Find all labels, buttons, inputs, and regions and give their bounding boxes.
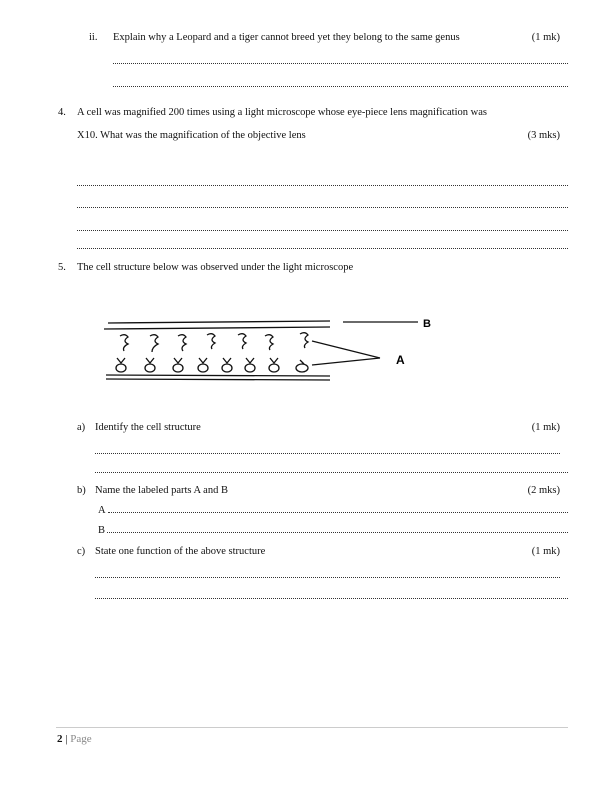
footer-divider (56, 727, 568, 728)
upper-cell-bodies (120, 333, 308, 352)
question-text: Explain why a Leopard and a tiger cannot breed yet they belong to the same genus (113, 32, 460, 43)
question-marks: (1 mk) (531, 546, 560, 557)
answer-line[interactable] (95, 577, 560, 578)
question-number: 5. (58, 262, 66, 273)
footer-separator: | (65, 733, 68, 745)
page-footer (57, 733, 92, 745)
answer-line-b[interactable] (98, 525, 568, 536)
subquestion-text: Name the labeled parts A and B (95, 485, 228, 496)
question-text: The cell structure below was observed under the light microscope (77, 262, 354, 273)
subquestion-number: a) (77, 422, 86, 433)
answer-line[interactable] (77, 230, 568, 231)
question-text: X10. What was the magnification of the objective lens (77, 130, 306, 141)
answer-line[interactable] (95, 472, 568, 473)
question-marks: (1 mk) (531, 422, 560, 433)
question-marks: (3 mks) (527, 130, 560, 141)
question-number: ii. (89, 32, 98, 43)
answer-label-a: A (98, 505, 106, 516)
question-number: 4. (58, 107, 66, 118)
subquestion-number: c) (77, 546, 86, 557)
answer-line[interactable] (77, 207, 568, 208)
subquestion-number: b) (77, 485, 86, 496)
lower-cell-bodies (116, 358, 308, 372)
subquestion-text: State one function of the above structure (95, 546, 266, 557)
answer-line[interactable] (95, 453, 560, 454)
answer-line[interactable] (113, 86, 568, 87)
page-number: 2 (57, 733, 63, 745)
cell-structure-diagram (90, 300, 450, 390)
subquestion-text: Identify the cell structure (95, 422, 201, 433)
label-b: B (423, 318, 431, 330)
answer-line[interactable] (77, 248, 568, 249)
answer-line-a[interactable] (98, 505, 568, 516)
answer-line[interactable] (95, 598, 568, 599)
question-text: A cell was magnified 200 times using a light microscope whose eye-piece lens magnification was (77, 107, 487, 118)
answer-label-b: B (98, 525, 106, 536)
answer-line[interactable] (77, 185, 568, 186)
question-marks: (2 mks) (527, 485, 560, 496)
answer-line[interactable] (113, 63, 568, 64)
label-a: A (396, 353, 405, 367)
page-label: Page (70, 733, 92, 745)
question-marks: (1 mk) (531, 32, 560, 43)
